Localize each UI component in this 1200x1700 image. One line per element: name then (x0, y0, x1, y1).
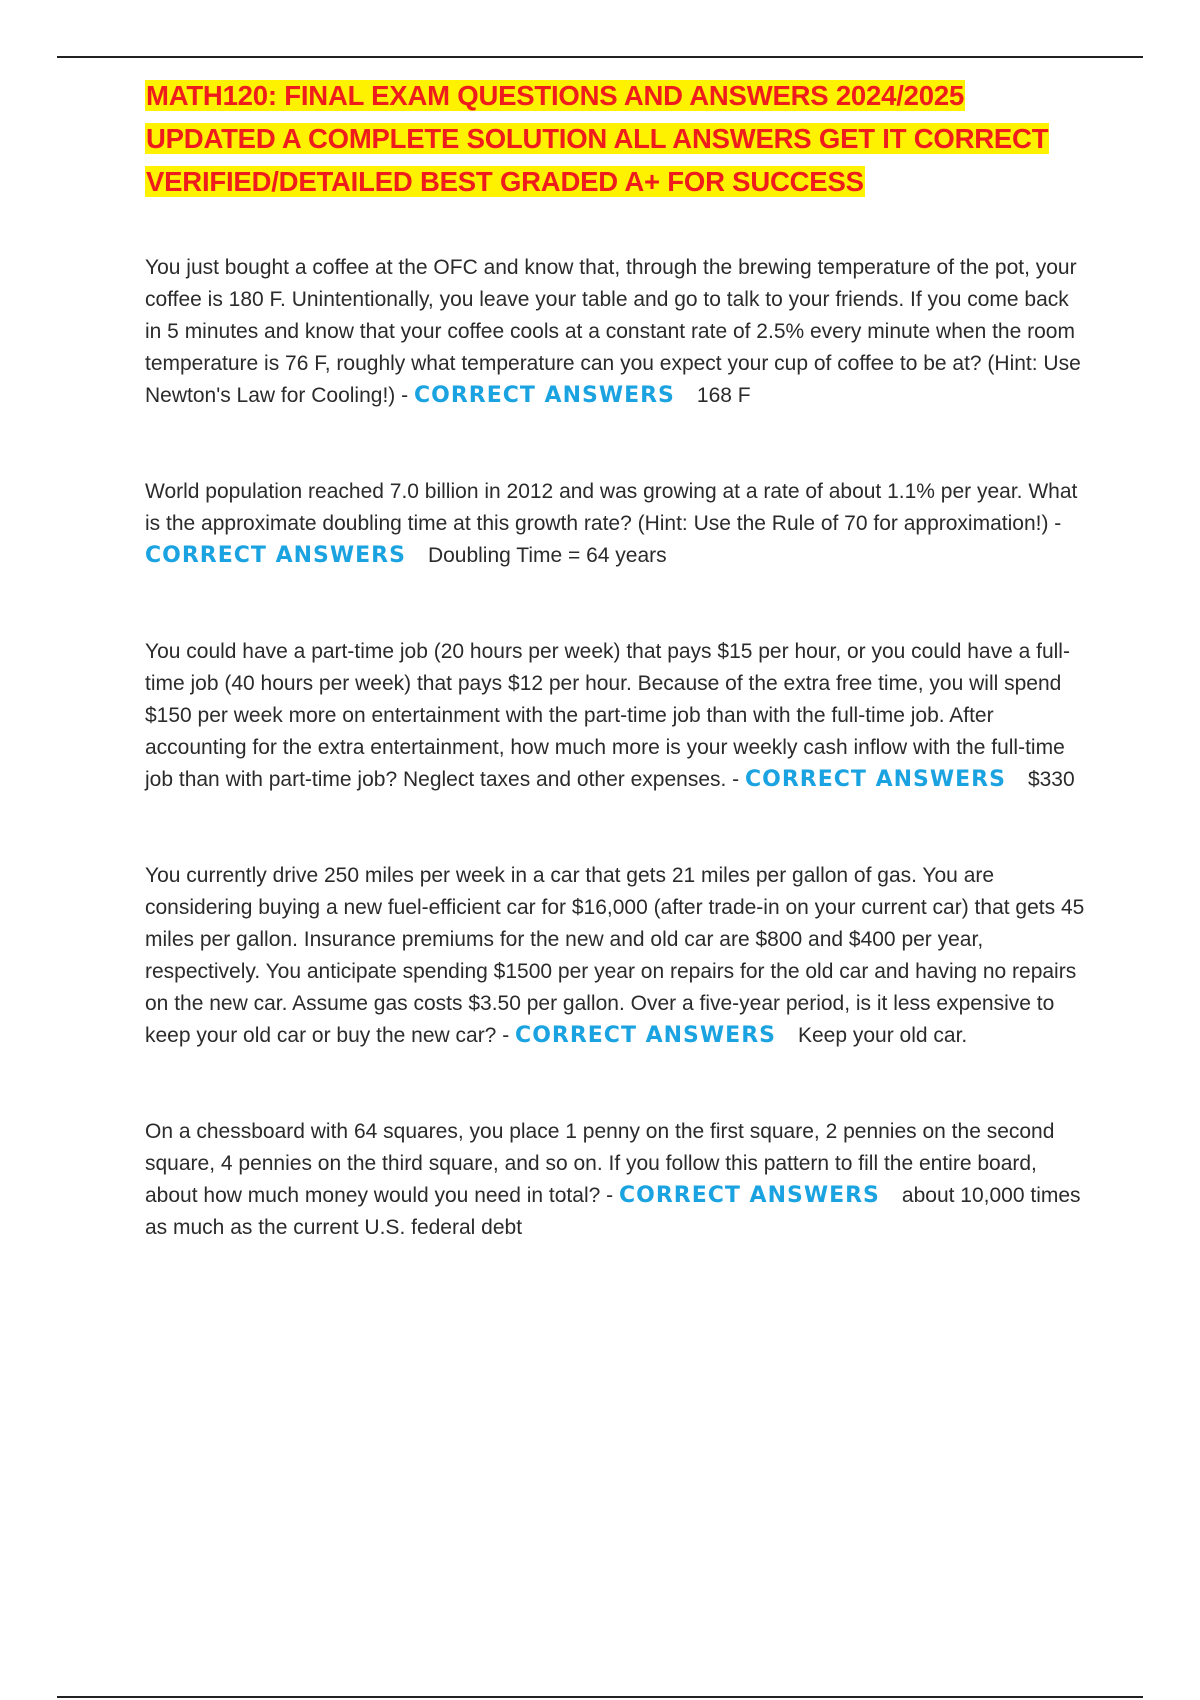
answer-text: Keep your old car. (797, 1024, 968, 1047)
question-text: On a chessboard with 64 squares, you place 1 penny on the first square, 2 pennies on the second square, 4 pennies on the third square, and so on. If you follow this pattern to fill the entire board, about how much money would you need in total? - (145, 1120, 1055, 1207)
question-text: You currently drive 250 miles per week in a car that gets 21 miles per gallon of gas. You are considering buying a new fuel-efficient car for $16,000 (after trade-in on your current car) that gets 45 miles per gallon. Insurance premiums for the new and old car are $800 and $400 per year, respectively. You anticipate spending $1500 per year on repairs for the old car and having no repairs on the new car. Assume gas costs $3.50 per gallon. Over a five-year period, is it less expensive to keep your old car or buy the new car? - (145, 864, 1085, 1047)
correct-answers-label: CORRECT ANSWERS (413, 383, 675, 408)
correct-answers-label: CORRECT ANSWERS (745, 767, 1006, 792)
question-text: World population reached 7.0 billion in 2012 and was growing at a rate of about 1.1% per year. What is the approximate doubling time at this growth rate? (Hint: Use the Rule of 70 for approximation!) - (145, 480, 1078, 535)
answer-text: 168 F (696, 384, 751, 407)
question-text: You could have a part-time job (20 hours per week) that pays $15 per hour, or you could have a full-time job (40 hours per week) that pays $12 per hour. Because of the extra free time, you will spend $150 per week more on entertainment with the part-time job than with the full-time job. After accounting for the extra entertainment, how much more is your weekly cash inflow with the full-time job than with part-time job? Neglect taxes and other expenses. - (145, 640, 1070, 791)
qa-item-4 (145, 860, 1090, 1052)
correct-answers-label: CORRECT ANSWERS (618, 1183, 880, 1208)
document-body (145, 74, 1090, 1244)
correct-answers-label: CORRECT ANSWERS (515, 1023, 776, 1048)
answer-text: $330 (1027, 768, 1075, 791)
question-text: You just bought a coffee at the OFC and know that, through the brewing temperature of the pot, your coffee is 180 F. Unintentionally, you leave your table and go to talk to your friends. If you come back in 5 minutes and know that your coffee cools at a constant rate of 2.5% every minute when the room temperature is 76 F, roughly what temperature can you expect your cup of coffee to be at? (Hint: Use Newton's Law for Cooling!) - (145, 256, 1081, 407)
bottom-rule (57, 1696, 1143, 1698)
title-highlight: MATH120: FINAL EXAM QUESTIONS AND ANSWERS 2024/2025 UPDATED A COMPLETE SOLUTION ALL ANSWERS GET IT CORRECT VERIFIED/DETAILED BEST GRADED A+ FOR SUCCESS (146, 80, 1049, 197)
correct-answers-label: CORRECT ANSWERS (145, 543, 406, 568)
qa-item-1 (145, 252, 1090, 412)
top-rule (57, 56, 1143, 58)
qa-item-5 (145, 1116, 1090, 1244)
document-title (145, 74, 1090, 203)
answer-text: Doubling Time = 64 years (427, 544, 667, 567)
answer-text: about 10,000 times as much as the current U.S. federal debt (145, 1184, 1081, 1239)
qa-item-2 (145, 476, 1090, 572)
qa-item-3 (145, 636, 1090, 796)
